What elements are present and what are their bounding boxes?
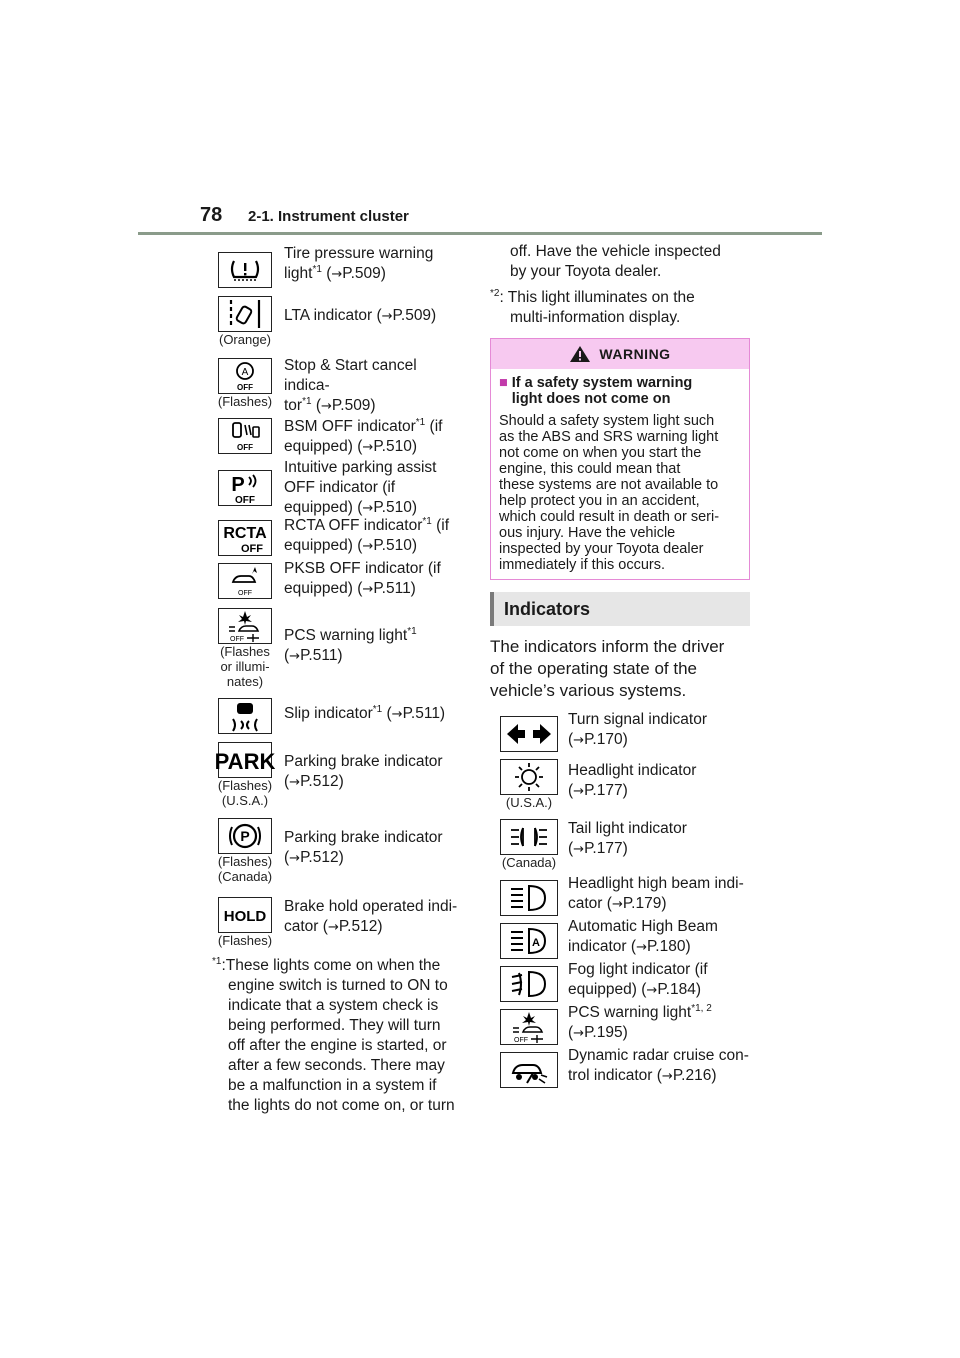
indicator-row: [496, 711, 750, 752]
warning-text: Should a safety system light such as the ABS and SRS warning light not come on when you start the engine, this could mean that these systems are not available to help protect you in an accident, which could result in death or seri- ous injury. Have the vehicle inspected by your Toyota dealer immediately if this occurs.: [499, 413, 720, 573]
icon-note: (U.S.A.): [505, 795, 553, 810]
svg-text:OFF: OFF: [230, 636, 244, 643]
indicator-description: Parking brake indicator (→P.512): [284, 829, 443, 866]
indicator-description: LTA indicator (→P.509): [284, 307, 437, 324]
svg-text:PARK: PARK: [214, 749, 276, 774]
indicator-row: [496, 918, 750, 959]
icon-column: [496, 1052, 562, 1088]
auto-high-beam-icon: [500, 923, 558, 959]
parking-assist-off-icon: [218, 470, 272, 506]
pksb-off-icon: [218, 563, 272, 599]
square-bullet-icon: ■: [499, 375, 508, 391]
indicator-description: PCS warning light$^{*1, 2}$ (→P.195): [568, 1002, 712, 1041]
svg-text:RCTA: RCTA: [223, 525, 267, 542]
indicator-row: [212, 418, 466, 458]
indicator-description: Automatic High Beam indicator (→P.180): [568, 918, 718, 955]
rcta-off-icon: [218, 520, 272, 556]
svg-text:OFF: OFF: [237, 383, 253, 392]
footnote-1-continued: off. Have the vehicle inspected by your Toyota dealer.: [510, 243, 721, 280]
indicator-description: PKSB OFF indicator (if equipped) (→P.511): [284, 560, 441, 597]
indicator-description: BSM OFF indicator$^{*1}$ (if equipped) (→P.510): [284, 416, 443, 455]
parking-brake-p-icon: [218, 818, 272, 854]
icon-column: [212, 418, 278, 458]
indicator-description: Intuitive parking assist OFF indicator (if equipped) (→P.510): [284, 459, 437, 516]
indicator-row: [212, 358, 466, 417]
indicator-row: [212, 560, 466, 600]
indicator-description: PCS warning light$^{*1}$ (→P.511): [284, 625, 417, 664]
indicator-row: [496, 1047, 750, 1088]
icon-column: [212, 358, 278, 417]
svg-text:A: A: [241, 367, 249, 378]
svg-text:OFF: OFF: [238, 590, 252, 597]
footnote-1: $^{*1}$:These lights come on when the engine switch is turned to ON to indicate that a system check is being performed. They will turn off after the engine is started, or after a few seconds. There may be a malfunction in a system if the lights do not come on, or turn: [212, 955, 455, 1114]
radar-cruise-icon: [500, 1052, 558, 1088]
icon-column: [496, 880, 562, 916]
icon-note: (Flashes): [217, 394, 273, 409]
indicator-row: [496, 759, 750, 810]
indicator-row: [212, 818, 466, 884]
pcs-warning-icon: [500, 1009, 558, 1045]
indicator-description: Slip indicator$^{*1}$ (→P.511): [284, 703, 446, 722]
icon-column: [212, 520, 278, 557]
indicator-row: [496, 961, 750, 1002]
indicators-heading: Indicators: [490, 592, 750, 626]
turn-signal-icon: [500, 716, 558, 752]
icon-note: (U.S.A.): [221, 793, 269, 808]
svg-text:A: A: [532, 937, 540, 949]
icon-note: (Canada): [217, 869, 273, 884]
svg-text:OFF: OFF: [241, 543, 263, 555]
indicator-row: [212, 742, 466, 808]
svg-text:P: P: [231, 474, 245, 496]
indicator-row: [212, 459, 466, 519]
tire-pressure-icon: [218, 252, 272, 288]
icon-column: [212, 296, 278, 347]
icon-column: [212, 897, 278, 948]
icon-column: [496, 716, 562, 752]
warning-triangle-icon: [569, 345, 591, 363]
indicator-row: [496, 1002, 750, 1045]
headlight-icon: [500, 759, 558, 795]
indicator-description: Headlight high beam indi- cator (→P.179): [568, 875, 744, 912]
icon-column: [496, 923, 562, 959]
icon-column: [212, 608, 278, 689]
indicator-description: Headlight indicator (→P.177): [568, 762, 697, 799]
icon-note: (Flashes: [220, 644, 270, 659]
indicator-row: [212, 515, 466, 557]
icon-column: [496, 1009, 562, 1045]
tail-light-icon: [500, 819, 558, 855]
indicator-description: Dynamic radar cruise con- trol indicator (→P.216): [568, 1047, 749, 1084]
indicator-description: Fog light indicator (if equipped) (→P.184): [568, 961, 708, 998]
icon-column: [496, 819, 562, 870]
icon-column: [212, 698, 278, 734]
pcs-warning-icon: [218, 608, 272, 644]
icon-column: [496, 759, 562, 810]
icon-note: (Canada): [501, 855, 557, 870]
slip-icon: [218, 698, 272, 734]
footnote-2: $^{*2}$: This light illuminates on the multi-information display.: [490, 287, 695, 326]
section-title: 2-1. Instrument cluster: [248, 208, 409, 225]
icon-column: [212, 742, 278, 808]
icon-note: (Orange): [218, 332, 272, 347]
svg-text:P: P: [240, 828, 250, 844]
icon-note: nates): [226, 674, 264, 689]
indicator-description: RCTA OFF indicator$^{*1}$ (if equipped) (→P.510): [284, 515, 450, 554]
warning-label: WARNING: [599, 346, 671, 362]
indicator-row: [212, 245, 466, 288]
indicator-row: [496, 875, 750, 916]
icon-column: [212, 470, 278, 519]
high-beam-icon: [500, 880, 558, 916]
icon-column: [212, 818, 278, 884]
header-rule: [138, 232, 822, 235]
indicator-description: Turn signal indicator (→P.170): [568, 711, 707, 748]
indicator-description: Stop & Start cancel indica- tor$^{*1}$ (→P.509): [284, 357, 417, 414]
warning-title: ■ If a safety system warning light does not come on: [499, 375, 693, 407]
stop-start-cancel-icon: [218, 358, 272, 394]
indicator-row: [496, 819, 750, 870]
svg-text:OFF: OFF: [237, 443, 253, 452]
icon-note: or illumi-: [220, 659, 270, 674]
indicator-row: [212, 698, 466, 734]
hold-icon: [218, 897, 272, 933]
icon-note: (Flashes): [217, 778, 273, 793]
fog-light-icon: [500, 966, 558, 1002]
page-number: 78: [200, 204, 223, 226]
bsm-off-icon: [218, 418, 272, 454]
icon-column: [212, 252, 278, 288]
indicator-row: [212, 897, 466, 948]
indicator-description: Brake hold operated indi- cator (→P.512): [284, 898, 458, 935]
svg-text:OFF: OFF: [235, 495, 255, 506]
indicator-row: [212, 608, 466, 689]
icon-note: (Flashes): [217, 933, 273, 948]
warning-box: [490, 338, 750, 580]
park-icon: [214, 742, 276, 778]
svg-text:HOLD: HOLD: [223, 908, 267, 925]
svg-text:OFF: OFF: [514, 1037, 528, 1044]
lta-icon: [218, 296, 272, 332]
warning-header: [491, 339, 749, 369]
indicator-description: Tire pressure warning light$^{*1}$ (→P.509): [284, 245, 434, 282]
icon-note: (Flashes): [217, 854, 273, 869]
indicators-intro: The indicators inform the driver of the operating state of the vehicle’s various systems.: [490, 637, 725, 700]
indicator-description: Tail light indicator (→P.177): [568, 820, 687, 857]
icon-column: [212, 563, 278, 600]
indicator-row: [212, 296, 466, 347]
icon-column: [496, 966, 562, 1002]
indicator-description: Parking brake indicator (→P.512): [284, 753, 443, 790]
